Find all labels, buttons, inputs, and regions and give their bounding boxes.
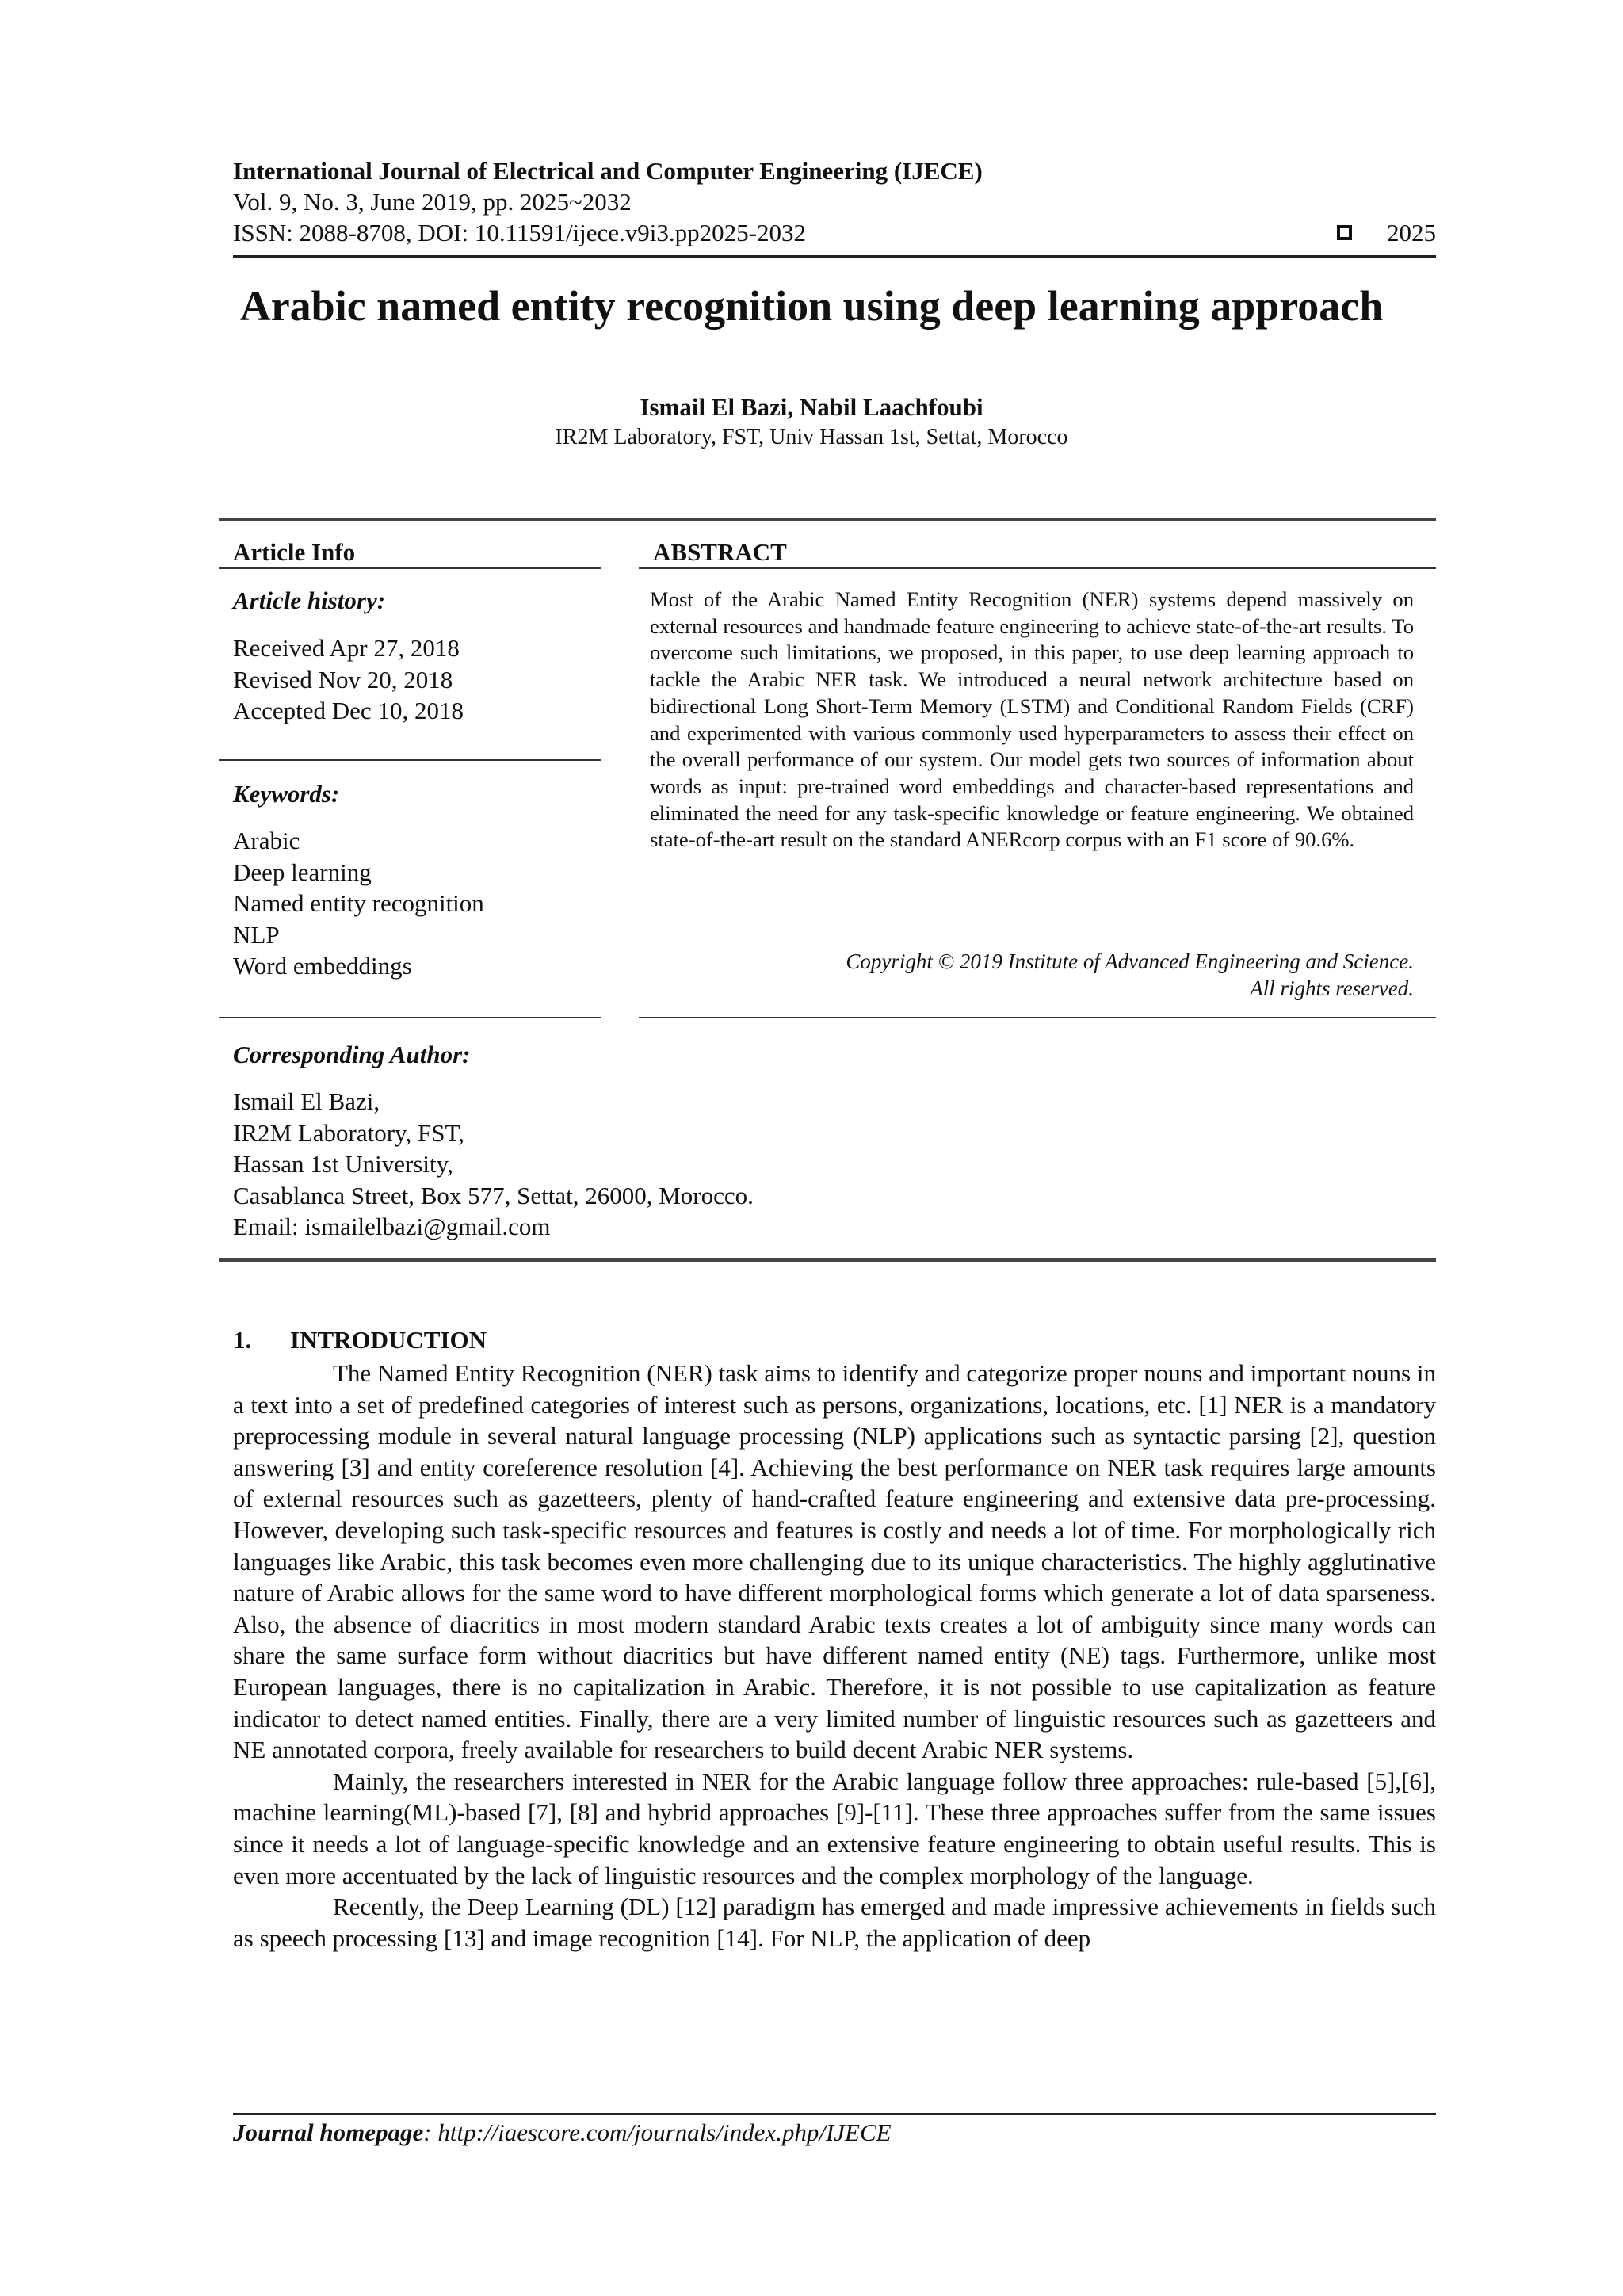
affiliation: IR2M Laboratory, FST, Univ Hassan 1st, Settat, Morocco <box>555 425 1068 449</box>
journal-header <box>233 155 1436 248</box>
history-list <box>233 632 464 727</box>
paragraph: The Named Entity Recognition (NER) task aims to identify and categorize proper nouns and important nouns in a text into a set of predefined categories of interest such as persons, organizations, locations, etc. [1] NER is a mandatory preprocessing module in several natural language processing (NLP) applications such as syntactic parsing [2], question answering [3] and entity coreference resolution [4]. Achieving the best performance on NER task requires large amounts of external resources such as gazetteers, plenty of hand-crafted feature engineering and extensive data pre-processing. However, developing such task-specific resources and features is costly and needs a lot of time. For morphologically rich languages like Arabic, this task becomes even more challenging due to its unique characteristics. The highly agglutinative nature of Arabic allows for the same word to have different morphological forms which generate a lot of data sparseness. Also, the absence of diacritics in most modern standard Arabic texts creates a lot of ambiguity since many words can share the same surface form without diacritics but have different named entity (NE) tags. Furthermore, unlike most European languages, there is no capitalization in Arabic. Therefore, it is not possible to use capitalization as feature indicator to detect named entities. Finally, there are a very limited number of linguistic resources such as gazetteers and NE annotated corpora, freely available for researchers to build decent Arabic NER systems. <box>233 1359 1436 1764</box>
paragraph: Recently, the Deep Learning (DL) [12] paradigm has emerged and made impressive achievements in fields such as speech processing [13] and image recognition [14]. For NLP, the application of deep <box>233 1893 1436 1952</box>
corresponding-heading: Corresponding Author: <box>233 1041 471 1068</box>
author-university: Hassan 1st University, <box>233 1150 453 1178</box>
homepage-label: Journal homepage <box>233 2118 424 2146</box>
section-title: INTRODUCTION <box>290 1326 487 1354</box>
abstract-bottom-rule <box>639 1017 1436 1018</box>
rights-line: All rights reserved. <box>1250 976 1414 1000</box>
abstract-heading: ABSTRACT <box>653 538 787 566</box>
history-received: Received Apr 27, 2018 <box>233 634 460 662</box>
copyright-notice <box>650 948 1414 1002</box>
paper-title: Arabic named entity recognition using deep learning approach <box>239 282 1384 330</box>
info-bottom-rule <box>219 1258 1436 1262</box>
section-heading <box>233 1326 487 1354</box>
history-heading: Article history: <box>233 586 386 614</box>
author-email: Email: ismailelbazi@gmail.com <box>233 1213 551 1240</box>
keyword-item: Deep learning <box>233 858 372 886</box>
homepage-url[interactable]: : http://iaescore.com/journals/index.php/IJECE <box>423 2118 892 2146</box>
abstract-rule <box>639 567 1436 569</box>
keywords-divider <box>219 759 601 761</box>
article-info-rule <box>219 567 601 569</box>
page-number: 2025 <box>1387 219 1436 246</box>
keywords-list <box>233 825 484 982</box>
volume-info: Vol. 9, No. 3, June 2019, pp. 2025~2032 <box>233 188 632 216</box>
article-info-heading: Article Info <box>233 538 356 566</box>
journal-name: International Journal of Electrical and Computer Engineering (IJECE) <box>233 157 983 185</box>
introduction-body <box>233 1358 1436 1954</box>
square-bullet-icon <box>1337 225 1352 240</box>
history-revised: Revised Nov 20, 2018 <box>233 665 453 693</box>
keywords-heading: Keywords: <box>233 780 340 808</box>
keyword-item: Word embeddings <box>233 952 412 980</box>
corresponding-details <box>233 1086 754 1243</box>
keyword-item: Named entity recognition <box>233 889 484 917</box>
keyword-item: Arabic <box>233 827 300 854</box>
paragraph: Mainly, the researchers interested in NER for the Arabic language follow three approaches: rule-based [5],[6], machine learning(ML)-based [7], [8] and hybrid approaches [9]-[11]. These three approaches suffer from the same issues since it needs a lot of language-specific knowledge and an extensive feature engineering to obtain useful results. This is even more accentuated by the lack of linguistic resources and the complex morphology of the language. <box>233 1767 1436 1889</box>
section-number: 1. <box>233 1326 252 1354</box>
article-info-bottom-rule <box>219 1017 601 1018</box>
footer-rule <box>233 2113 1436 2115</box>
author-lab: IR2M Laboratory, FST, <box>233 1118 464 1147</box>
header-rule <box>233 255 1436 258</box>
author-name: Ismail El Bazi, <box>233 1087 380 1115</box>
author-address: Casablanca Street, Box 577, Settat, 26000, Morocco. <box>233 1181 754 1209</box>
info-top-rule <box>219 518 1436 521</box>
abstract-text: Most of the Arabic Named Entity Recognition (NER) systems depend massively on external resources and handmade feature engineering to achieve state-of-the-art results. To overcome such limitations, we proposed, in this paper, to use deep learning approach to tackle the Arabic NER task. We introduced a neural network architecture based on bidirectional Long Short-Term Memory (LSTM) and Conditional Random Fields (CRF) and experimented with various commonly used hyperparameters to assess their effect on the overall performance of our system. Our model gets two sources of information about words as input: pre-trained word embeddings and character-based representations and eliminated the need for any task-specific knowledge or feature engineering. We obtained state-of-the-art result on the standard ANERcorp corpus with an F1 score of 90.6%. <box>650 587 1414 852</box>
copyright-line: Copyright © 2019 Institute of Advanced Engineering and Science. <box>846 949 1414 973</box>
history-accepted: Accepted Dec 10, 2018 <box>233 697 464 724</box>
authors: Ismail El Bazi, Nabil Laachfoubi <box>640 393 983 421</box>
keyword-item: NLP <box>233 920 280 949</box>
journal-homepage <box>233 2118 892 2147</box>
issn-doi: ISSN: 2088-8708, DOI: 10.11591/ijece.v9i3.pp2025-2032 <box>233 219 806 246</box>
